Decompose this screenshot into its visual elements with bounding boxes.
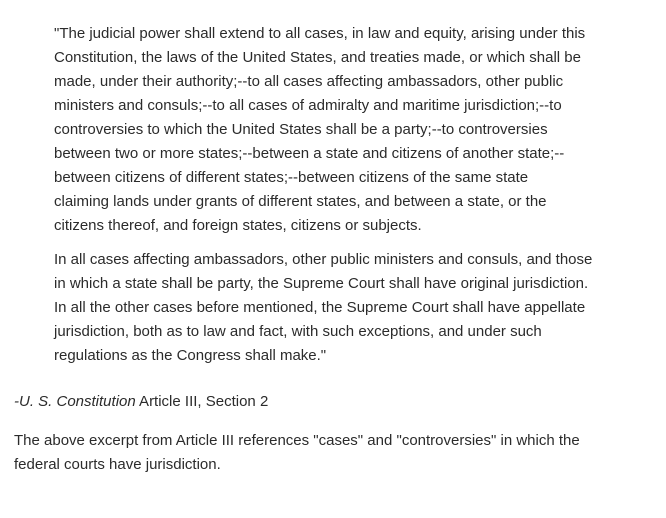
block-quote (54, 22, 634, 368)
quote-paragraph-2: In all cases affecting ambassadors, other public ministers and consuls, and those in which a state shall be party, the Supreme Court shall have original jurisdiction. In all the other cases before mentioned, the Supreme Court shall have appellate jurisdiction, both as to law and fact, with such exceptions, and under such regulations as the Congress shall make." (54, 251, 593, 364)
quote-attribution (14, 390, 268, 414)
quote-paragraph-1: "The judicial power shall extend to all cases, in law and equity, arising under this Constitution, the laws of the United States, and treaties made, or which shall be made, under their authority;--to all cases affecting ambassadors, other public ministers and consuls;--to all cases of admiralty and maritime jurisdiction;--to controversies to which the United States shall be a party;--to controversies between two or more states;--between a state and citizens of another state;-- between citizens of different states;--between citizens of the same state claiming lands under grants of different states, and between a state, or the citizens thereof, and foreign states, citizens or subjects. (54, 25, 586, 234)
attribution-section: Article III, Section 2 (135, 393, 269, 410)
explanatory-note: The above excerpt from Article III references "cases" and "controversies" in which the federal courts have jurisdiction. (14, 432, 580, 473)
attribution-source: -U. S. Constitution (14, 393, 136, 410)
